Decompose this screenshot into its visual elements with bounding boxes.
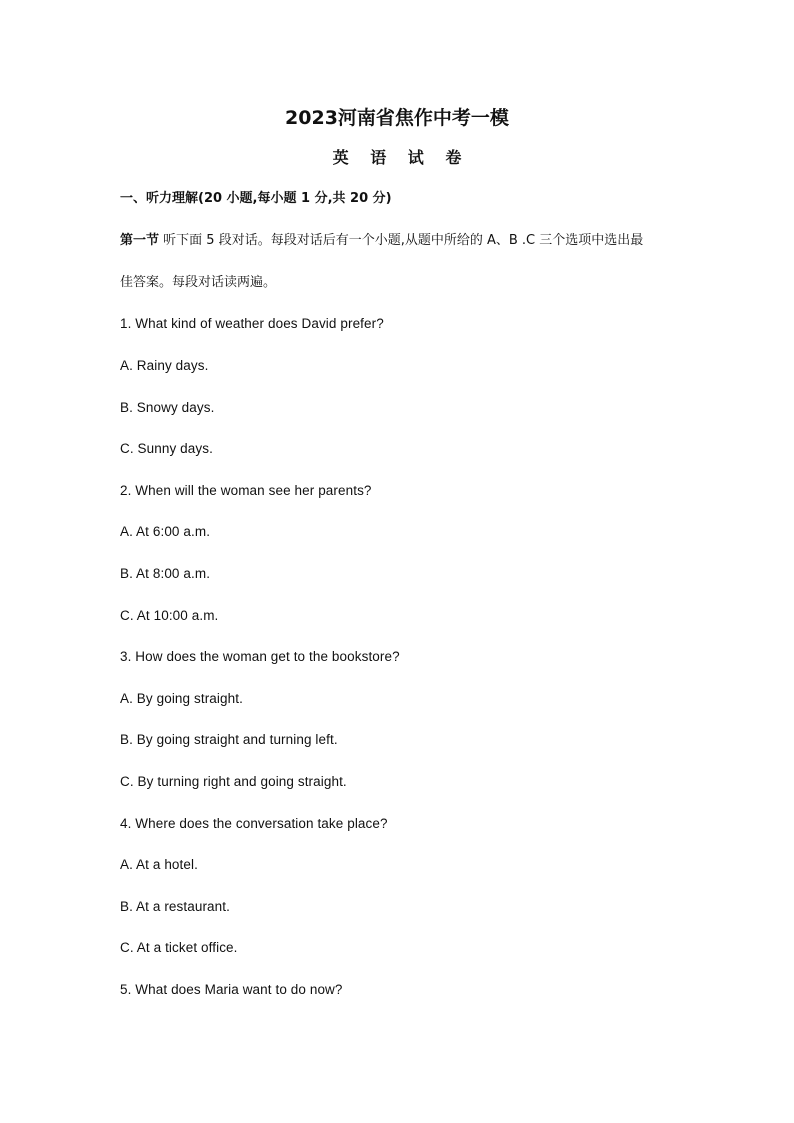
answer-option: A. Rainy days. (120, 358, 209, 373)
answer-option: C. At a ticket office. (120, 940, 238, 955)
answer-option: A. At a hotel. (120, 857, 198, 872)
question-stem: 3. How does the woman get to the bookstore? (120, 649, 400, 664)
answer-option: C. At 10:00 a.m. (120, 608, 219, 623)
part-label: 第一节 (120, 233, 160, 248)
question-stem: 4. Where does the conversation take place? (120, 816, 388, 831)
question-stem: 2. When will the woman see her parents? (120, 483, 372, 498)
instruction-line-2: 佳答案。每段对话读两遍。 (120, 275, 277, 290)
answer-option: A. At 6:00 a.m. (120, 524, 211, 539)
instruction-line-1 (120, 232, 643, 250)
answer-option: B. By going straight and turning left. (120, 732, 338, 747)
subject-title: 英 语 试 卷 (332, 148, 470, 167)
answer-option: B. At 8:00 a.m. (120, 566, 211, 581)
answer-option: A. By going straight. (120, 691, 243, 706)
answer-option: B. At a restaurant. (120, 899, 230, 914)
question-stem: 5. What does Maria want to do now? (120, 982, 343, 997)
instruction-text-1: 听下面 5 段对话。每段对话后有一个小题,从题中所给的 A、B .C 三个选项中选出最 (163, 233, 644, 248)
answer-option: C. By turning right and going straight. (120, 774, 347, 789)
question-stem: 1. What kind of weather does David prefer? (120, 316, 384, 331)
answer-option: B. Snowy days. (120, 400, 215, 415)
section-heading-listening: 一、听力理解(20 小题,每小题 1 分,共 20 分) (120, 191, 392, 206)
answer-option: C. Sunny days. (120, 441, 213, 456)
exam-title: 2023河南省焦作中考一模 (285, 107, 509, 129)
